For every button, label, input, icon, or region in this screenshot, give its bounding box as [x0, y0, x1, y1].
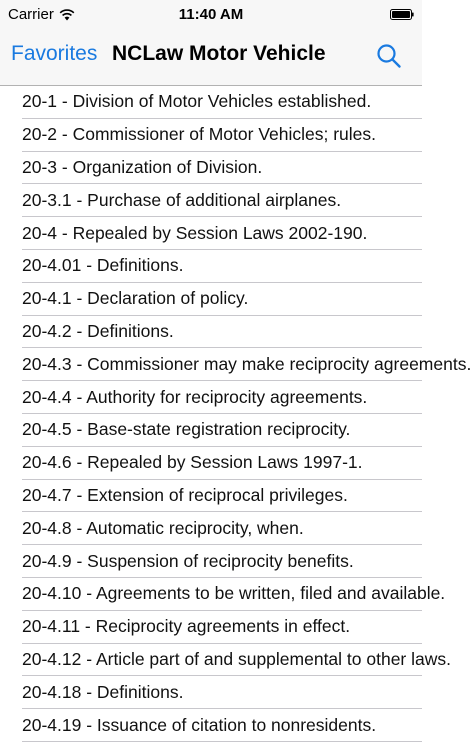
section-title: 20-3.1 - Purchase of additional airplanes.	[22, 189, 342, 210]
favorites-back-button[interactable]: Favorites	[11, 42, 98, 65]
section-title: 20-4 - Repealed by Session Laws 2002-190.	[22, 222, 368, 243]
list-item[interactable]	[22, 152, 422, 185]
section-title: 20-4.6 - Repealed by Session Laws 1997-1.	[22, 452, 363, 473]
status-bar	[0, 0, 422, 30]
list-item[interactable]	[22, 676, 422, 709]
list-item[interactable]	[22, 414, 422, 447]
section-title: 20-2 - Commissioner of Motor Vehicles; rules.	[22, 124, 377, 145]
section-title: 20-4.11 - Reciprocity agreements in effect.	[22, 616, 351, 637]
section-title: 20-4.9 - Suspension of reciprocity benefits.	[22, 550, 354, 571]
list-item[interactable]	[22, 709, 422, 742]
section-title: 20-4.10 - Agreements to be written, filed and available.	[22, 583, 446, 604]
section-title: 20-4.3 - Commissioner may make reciprocity agreements.	[22, 353, 471, 374]
list-item[interactable]	[22, 512, 422, 545]
list-item[interactable]	[22, 119, 422, 152]
list-item[interactable]	[22, 184, 422, 217]
battery-icon	[390, 9, 414, 20]
list-item[interactable]	[22, 86, 422, 119]
section-title: 20-4.01 - Definitions.	[22, 255, 184, 276]
section-title: 20-4.12 - Article part of and supplemental to other laws.	[22, 648, 451, 669]
section-title: 20-4.18 - Definitions.	[22, 681, 184, 702]
section-title: 20-4.1 - Declaration of policy.	[22, 288, 249, 309]
section-list	[0, 86, 471, 742]
section-title: 20-4.5 - Base-state registration reciprocity.	[22, 419, 351, 440]
section-title: 20-4.19 - Issuance of citation to nonresidents.	[22, 714, 377, 735]
list-item[interactable]	[22, 381, 422, 414]
carrier-label: Carrier	[8, 6, 54, 23]
list-item[interactable]	[22, 545, 422, 578]
list-item[interactable]	[22, 578, 446, 611]
list-item[interactable]	[22, 447, 422, 480]
list-item[interactable]	[22, 611, 422, 644]
section-title: 20-4.8 - Automatic reciprocity, when.	[22, 517, 304, 538]
list-item[interactable]	[22, 250, 422, 283]
list-item[interactable]	[22, 217, 422, 250]
navigation-bar	[0, 30, 422, 86]
list-item[interactable]	[22, 480, 422, 513]
list-item[interactable]	[22, 644, 451, 677]
section-title: 20-1 - Division of Motor Vehicles established.	[22, 91, 372, 112]
page-title: NCLaw Motor Vehicle	[112, 42, 326, 65]
section-title: 20-3 - Organization of Division.	[22, 156, 263, 177]
list-item[interactable]	[22, 348, 471, 381]
section-title: 20-4.4 - Authority for reciprocity agreements.	[22, 386, 368, 407]
list-item[interactable]	[22, 316, 422, 349]
section-title: 20-4.7 - Extension of reciprocal privileges.	[22, 484, 348, 505]
status-time: 11:40 AM	[178, 6, 244, 23]
list-item[interactable]	[22, 283, 422, 316]
section-title: 20-4.2 - Definitions.	[22, 320, 174, 341]
search-icon[interactable]	[376, 43, 402, 69]
